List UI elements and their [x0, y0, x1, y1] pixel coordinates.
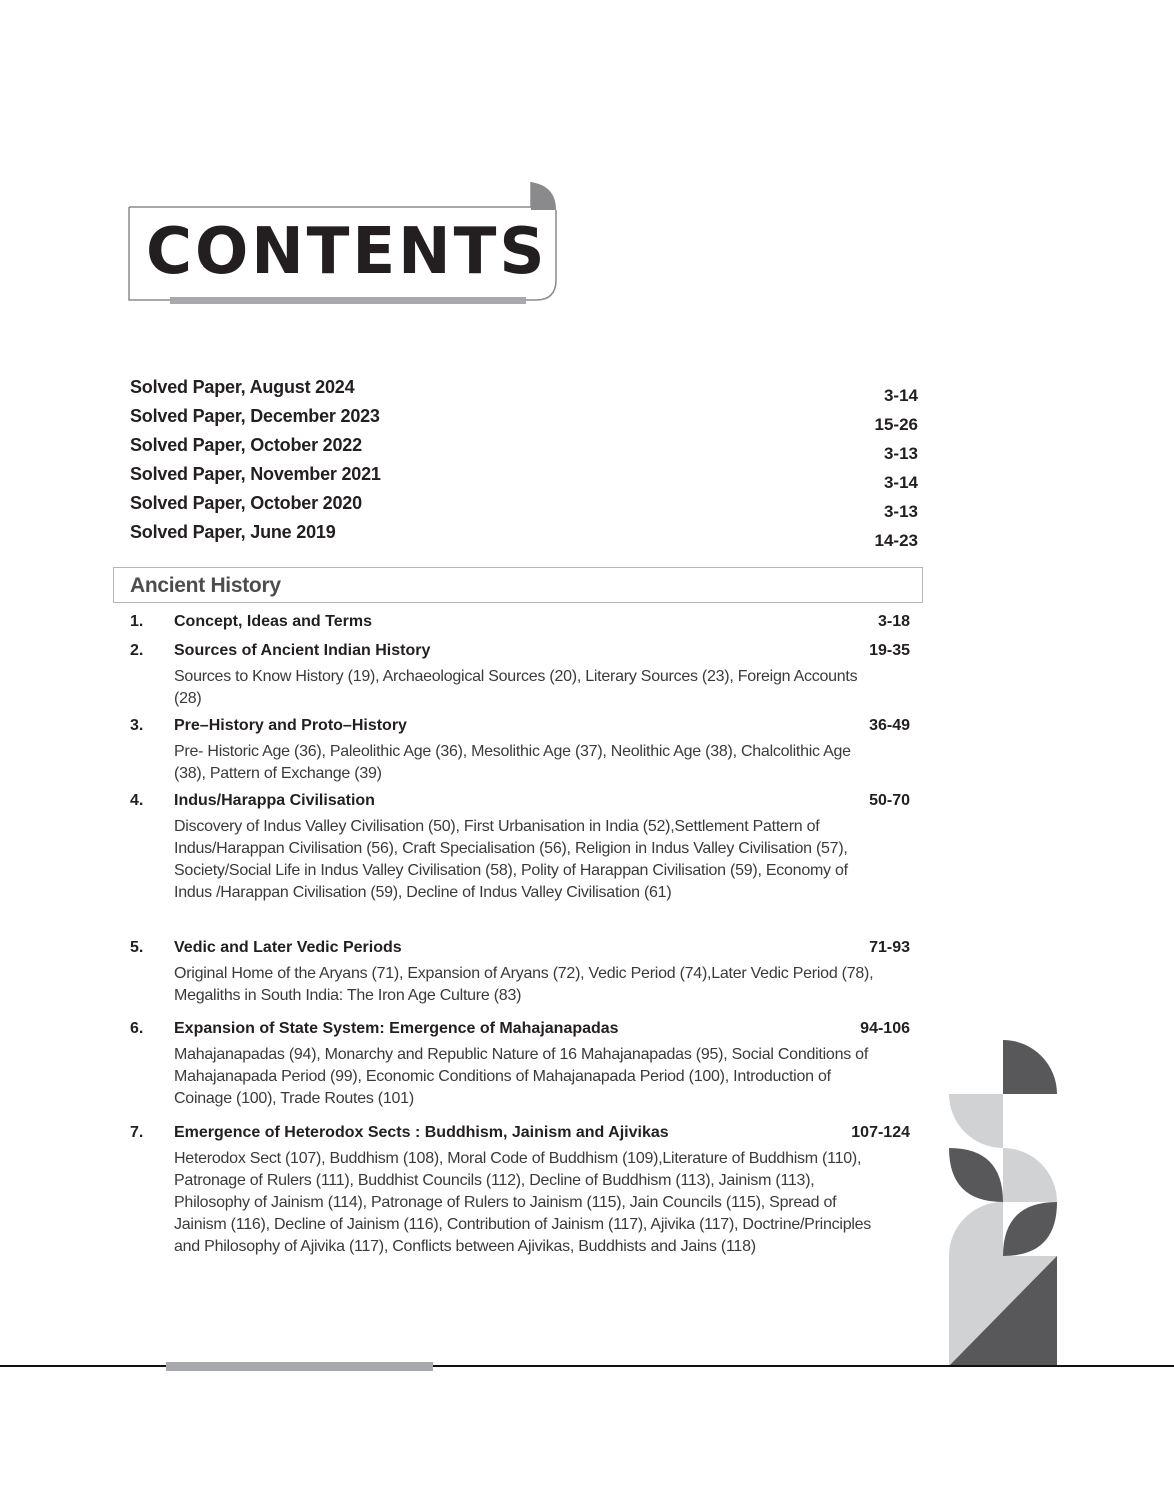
- list-item[interactable]: [130, 406, 920, 435]
- list-item[interactable]: [130, 435, 920, 464]
- chapter-pages: 94-106: [860, 1020, 910, 1037]
- bottom-accent-bar: [166, 1362, 433, 1371]
- paper-pages: 3-13: [883, 444, 918, 463]
- chapter-number: 5.: [130, 939, 144, 956]
- chapter-pages: 36-49: [869, 717, 910, 734]
- chapter-number: 3.: [130, 717, 144, 734]
- section-title: Ancient History: [130, 574, 281, 597]
- list-item[interactable]: [130, 522, 920, 551]
- chapter-number: 2.: [130, 642, 144, 659]
- chapter-title: Emergence of Heterodox Sects : Buddhism, Jainism and Ajivikas: [174, 1124, 669, 1141]
- paper-label: Solved Paper, December 2023: [130, 406, 380, 426]
- chapter-title: Concept, Ideas and Terms: [174, 613, 372, 630]
- paper-pages: 3-14: [883, 473, 918, 492]
- solved-papers-list: [130, 377, 920, 551]
- list-item[interactable]: [130, 377, 920, 406]
- chapter-pages: 19-35: [869, 642, 910, 659]
- chapter-title: Expansion of State System: Emergence of Mahajanapadas: [174, 1020, 619, 1037]
- chapter-title: Vedic and Later Vedic Periods: [174, 939, 402, 956]
- paper-label: Solved Paper, November 2021: [130, 464, 381, 484]
- chapter-topics: Pre- Historic Age (36), Paleolithic Age (36), Mesolithic Age (37), Neolithic Age (38), Chalcolithic Age (38), Pattern of Exchange (39): [174, 743, 851, 782]
- chapter-topics: Discovery of Indus Valley Civilisation (50), First Urbanisation in India (52),Settlement Pattern of Indus/Harappan Civilisation (56), Craft Specialisation (56), Religion in Indus Valley Civilisation (57), Society/Social Life in Indus Valley Civilisation (58), Polity of Harappan Civilisation (59), Economy of Indus /Harappan Civilisation (59), Decline of Indus Valley Civilisation (61): [174, 818, 848, 901]
- paper-label: Solved Paper, August 2024: [130, 377, 355, 397]
- geometric-pattern-icon: [949, 1040, 1057, 1366]
- decorative-shapes: [949, 1040, 1057, 1366]
- list-item[interactable]: [130, 464, 920, 493]
- chapter-topics: Sources to Know History (19), Archaeological Sources (20), Literary Sources (23), Foreign Accounts (28): [174, 668, 858, 707]
- chapter-topics: Heterodox Sect (107), Buddhism (108), Moral Code of Buddhism (109),Literature of Buddhism (110), Patronage of Rulers (111), Buddhist Councils (112), Decline of Buddhism (113), Jainism (113), Philosophy of Jainism (114), Patronage of Rulers to Jainism (115), Jain Councils (115), Spread of Jainism (116), Decline of Jainism (116), Contribution of Jainism (117), Ajivika (117), Doctrine/Principles and Philosophy of Ajivika (117), Conflicts between Ajivikas, Buddhists and Jains (118): [174, 1150, 872, 1255]
- chapter-pages: 50-70: [869, 792, 910, 809]
- chapter-number: 1.: [130, 613, 144, 630]
- paper-pages: 3-14: [883, 386, 918, 405]
- chapter-title: Sources of Ancient Indian History: [174, 642, 431, 659]
- paper-label: Solved Paper, October 2022: [130, 435, 362, 455]
- chapter-title: Pre–History and Proto–History: [174, 717, 407, 734]
- page-title: CONTENTS: [146, 215, 548, 289]
- chapter-pages: 107-124: [851, 1124, 910, 1141]
- chapter-pages: 3-18: [877, 613, 910, 630]
- chapter-topics: Mahajanapadas (94), Monarchy and Republic Nature of 16 Mahajanapadas (95), Social Conditions of Mahajanapada Period (99), Economic Conditions of Mahajanapada Period (100), Introduction of Coinage (100), Trade Routes (101): [174, 1046, 869, 1107]
- chapter-title: Indus/Harappa Civilisation: [174, 792, 375, 809]
- paper-label: Solved Paper, October 2020: [130, 493, 362, 513]
- paper-pages: 14-23: [874, 531, 918, 550]
- contents-banner: [128, 182, 558, 307]
- list-item[interactable]: [130, 493, 920, 522]
- paper-pages: 15-26: [874, 415, 918, 434]
- chapter-number: 7.: [130, 1124, 144, 1141]
- paper-label: Solved Paper, June 2019: [130, 522, 336, 542]
- paper-pages: 3-13: [883, 502, 918, 521]
- chapter-pages: 71-93: [869, 939, 910, 956]
- chapter-number: 6.: [130, 1020, 144, 1037]
- section-header: [113, 567, 923, 603]
- chapter-topics: Original Home of the Aryans (71), Expansion of Aryans (72), Vedic Period (74),Later Vedic Period (78), Megaliths in South India: The Iron Age Culture (83): [174, 965, 874, 1004]
- chapter-number: 4.: [130, 792, 144, 809]
